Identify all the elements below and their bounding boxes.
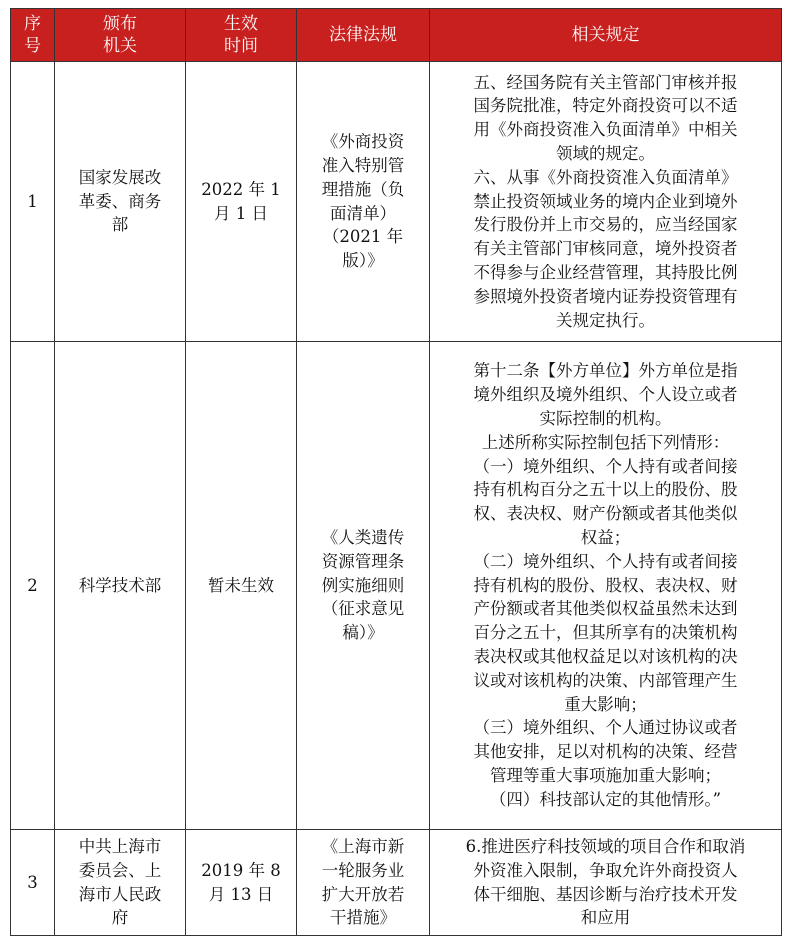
issuing-authority-line: 部	[111, 215, 129, 235]
related-provisions-line: 关规定执行。	[556, 310, 655, 330]
related-provisions-line: 和应用	[580, 908, 631, 928]
related-provisions-line: 6.推进医疗科技领域的项目合作和取消	[465, 836, 746, 856]
related-provisions-line: 参照境外投资者境内证券投资管理有	[473, 286, 738, 306]
table-row	[11, 62, 782, 342]
law-title-line: 稿）》	[342, 623, 384, 643]
effective-date-line: 月 1 日	[214, 203, 268, 223]
law-title-line: 《外商投资	[321, 132, 405, 152]
row-number: 2	[11, 342, 55, 830]
related-provisions-line: 产份额或者其他类似权益虽然未达到	[473, 599, 738, 619]
related-provisions-line: 权、表决权、财产份额或者其他类似	[473, 504, 738, 524]
header-rules: 相关规定	[430, 9, 782, 62]
issuing-authority-line: 国家发展改	[78, 167, 162, 187]
header-issuer-line: 颁布	[103, 14, 137, 34]
law-title-line: （2021 年	[322, 227, 404, 247]
law-title-line: 资源管理条	[321, 551, 405, 571]
related-provisions-line: 外资准入限制，争取允许外商投资人	[473, 860, 738, 880]
related-provisions-line: 百分之五十，但其所享有的决策机构	[473, 623, 738, 643]
law-title-line: 一轮服务业	[321, 860, 405, 880]
related-provisions-line: 国务院批准，特定外商投资可以不适	[473, 96, 738, 116]
issuing-authority-line: 科学技术部	[78, 575, 162, 595]
related-provisions-line: （四）科技部认定的其他情形。”	[489, 789, 722, 809]
related-provisions	[430, 830, 782, 936]
header-effective-date	[186, 9, 297, 62]
related-provisions-line: 持有机构的股份、股权、表决权、财	[473, 575, 738, 595]
related-provisions-line: 管理等重大事项施加重大影响；	[490, 765, 721, 785]
law-title-line: 版）》	[342, 251, 384, 271]
related-provisions-line: 六、从事《外商投资准入负面清单》	[473, 167, 738, 187]
table-body	[11, 62, 782, 936]
issuing-authority-line: 委员会、上	[78, 860, 162, 880]
regulations-table	[10, 8, 782, 936]
table-row	[11, 830, 782, 936]
related-provisions-line: 禁止投资领域业务的境内企业到境外	[473, 191, 738, 211]
law-title	[297, 830, 430, 936]
related-provisions-line: 体干细胞、基因诊断与治疗技术开发	[473, 884, 738, 904]
header-no-line: 号	[24, 36, 41, 56]
related-provisions-line: 议或对该机构的决策、内部管理产生	[473, 670, 738, 690]
related-provisions-line: 权益；	[580, 528, 631, 547]
header-no	[11, 9, 55, 62]
effective-date-line: 2019 年 8	[201, 860, 281, 880]
related-provisions-line: （二）境外组织、个人持有或者间接	[473, 551, 738, 571]
effective-date	[186, 342, 297, 830]
related-provisions-line: 境外组织及境外组织、个人设立或者	[473, 385, 738, 405]
law-title-line: 《人类遗传	[321, 528, 405, 547]
law-title-line: 面清单）	[330, 203, 396, 223]
issuing-authority-line: 革委、商务	[78, 191, 162, 211]
related-provisions-line: （三）境外组织、个人通过协议或者	[473, 718, 738, 738]
related-provisions-line: 其他安排，足以对机构的决策、经营	[473, 742, 738, 762]
related-provisions-line: 领域的规定。	[556, 144, 655, 163]
law-title-line: 准入特别管	[321, 155, 405, 175]
related-provisions	[430, 62, 782, 342]
effective-date	[186, 830, 297, 936]
related-provisions	[430, 342, 782, 830]
related-provisions-line: 上述所称实际控制包括下列情形：	[481, 432, 730, 452]
related-provisions-line: 有关主管部门审核同意，境外投资者	[473, 239, 738, 259]
related-provisions-line: 重大影响；	[564, 694, 647, 714]
related-provisions-line: 不得参与企业经营管理，其持股比例	[473, 262, 738, 282]
law-title-line: 《上海市新	[321, 836, 405, 856]
header-issuer-line: 机关	[103, 36, 137, 56]
header-no-line: 序	[24, 14, 41, 34]
header-law: 法律法规	[297, 9, 430, 62]
effective-date-line: 月 13 日	[208, 884, 274, 904]
law-title-line: 扩大开放若	[321, 884, 405, 904]
related-provisions-line: 发行股份并上市交易的，应当经国家	[473, 215, 738, 235]
law-title-line: 干措施》	[330, 908, 396, 928]
table-row	[11, 342, 782, 830]
related-provisions-line: 用《外商投资准入负面清单》中相关	[473, 120, 738, 140]
law-title-line: （征求意见	[321, 599, 405, 619]
row-number: 3	[11, 830, 55, 936]
issuing-authority-line: 海市人民政	[78, 884, 162, 904]
header-effective-line: 生效	[224, 14, 258, 34]
effective-date-line: 暂未生效	[208, 575, 274, 595]
header-row	[11, 9, 782, 62]
table-header	[11, 9, 782, 62]
related-provisions-line: 持有机构百分之五十以上的股份、股	[473, 480, 738, 500]
related-provisions-line: 五、经国务院有关主管部门审核并报	[473, 72, 738, 92]
law-title	[297, 342, 430, 830]
law-title-line: 理措施（负	[321, 179, 405, 199]
issuing-authority-line: 中共上海市	[78, 836, 162, 856]
issuing-authority	[55, 830, 186, 936]
issuing-authority	[55, 342, 186, 830]
related-provisions-line: 第十二条【外方单位】外方单位是指	[473, 361, 738, 381]
law-title	[297, 62, 430, 342]
issuing-authority-line: 府	[111, 908, 129, 928]
related-provisions-line: 表决权或其他权益足以对该机构的决	[473, 646, 738, 666]
issuing-authority	[55, 62, 186, 342]
related-provisions-line: （一）境外组织、个人持有或者间接	[473, 456, 738, 476]
law-title-line: 例实施细则	[321, 575, 405, 595]
header-effective-line: 时间	[224, 36, 258, 56]
row-number: 1	[11, 62, 55, 342]
effective-date-line: 2022 年 1	[201, 179, 281, 199]
effective-date	[186, 62, 297, 342]
related-provisions-line: 实际控制的机构。	[539, 409, 672, 429]
header-issuer	[55, 9, 186, 62]
